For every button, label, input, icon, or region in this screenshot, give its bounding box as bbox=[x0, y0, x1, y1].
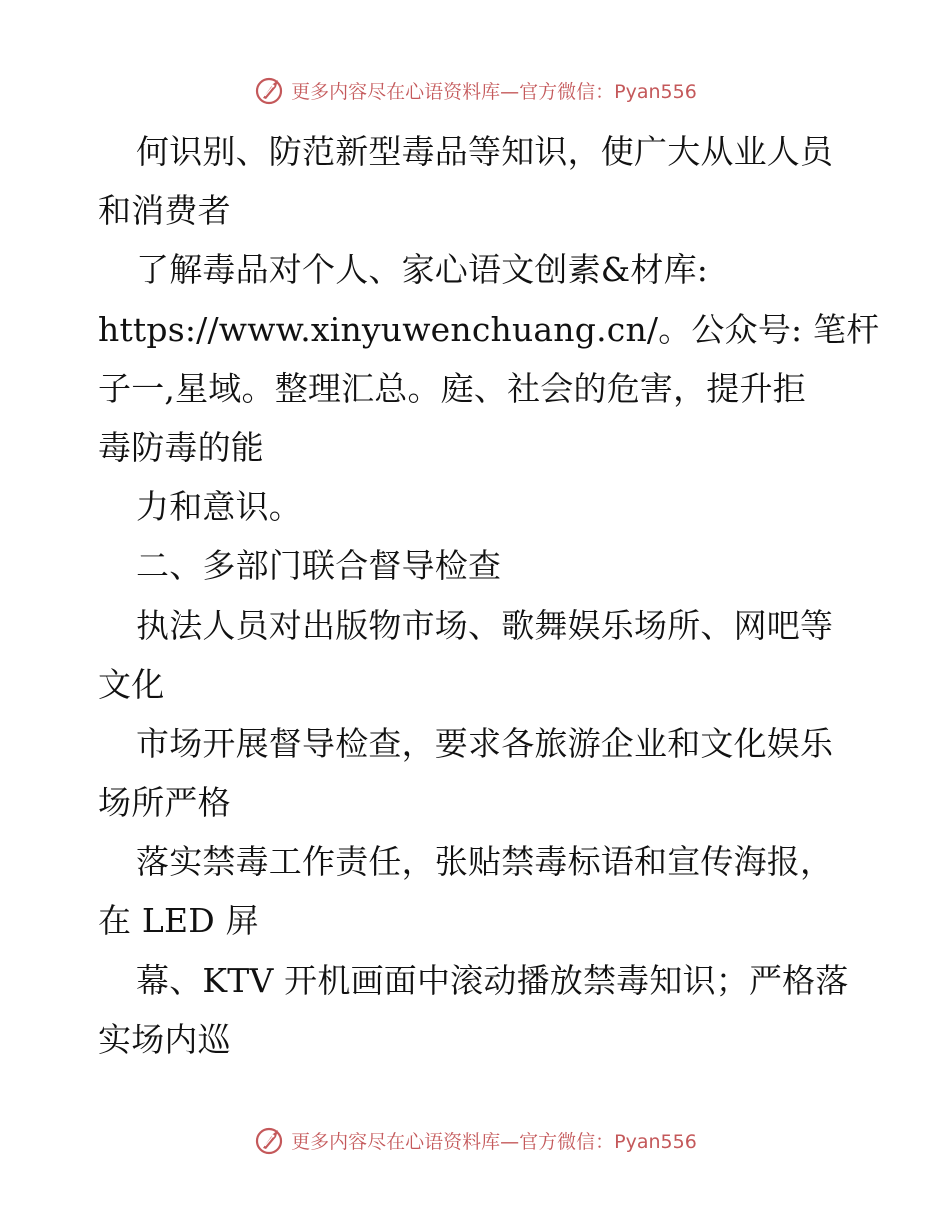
text-line: 市场开展督导检查，要求各旅游企业和文化娱乐 bbox=[136, 723, 834, 763]
header-banner-content bbox=[253, 74, 697, 106]
header-banner bbox=[0, 70, 950, 110]
text-line: 何识别、防范新型毒品等知识，使广大从业人员 bbox=[136, 132, 834, 171]
text-line: 毒防毒的能 bbox=[98, 427, 264, 467]
text-line: 子一,星域。整理汇总。庭、社会的危害，提升拒 bbox=[98, 368, 806, 408]
text-line: https://www.xinyuwenchuang.cn/。公众号: 笔杆 bbox=[98, 309, 880, 349]
text-line: 幕、KTV 开机画面中滚动播放禁毒知识；严格落 bbox=[136, 960, 849, 1000]
document-body bbox=[98, 122, 880, 1069]
text-line: 文化 bbox=[98, 664, 165, 704]
text-line: 在 LED 屏 bbox=[98, 901, 259, 941]
text-line: 和消费者 bbox=[98, 191, 231, 231]
text-line: 二、多部门联合督导检查 bbox=[136, 546, 502, 586]
pen-nib-logo-icon bbox=[253, 1124, 285, 1156]
text-line: 执法人员对出版物市场、歌舞娱乐场所、网吧等 bbox=[136, 605, 834, 645]
footer-banner-text: 更多内容尽在心语资料库—官方微信：Pyan556 bbox=[291, 1130, 697, 1153]
text-line: 了解毒品对个人、家心语文创素&材库: bbox=[136, 250, 709, 290]
pen-nib-logo-icon bbox=[253, 74, 285, 106]
text-line: 场所严格 bbox=[98, 783, 231, 823]
header-banner-text: 更多内容尽在心语资料库—官方微信：Pyan556 bbox=[291, 80, 697, 103]
text-line: 落实禁毒工作责任，张贴禁毒标语和宣传海报， bbox=[136, 842, 834, 882]
footer-banner bbox=[0, 1120, 950, 1160]
footer-banner-content bbox=[253, 1124, 697, 1156]
text-line: 实场内巡 bbox=[98, 1019, 231, 1059]
text-line: 力和意识。 bbox=[136, 487, 302, 527]
